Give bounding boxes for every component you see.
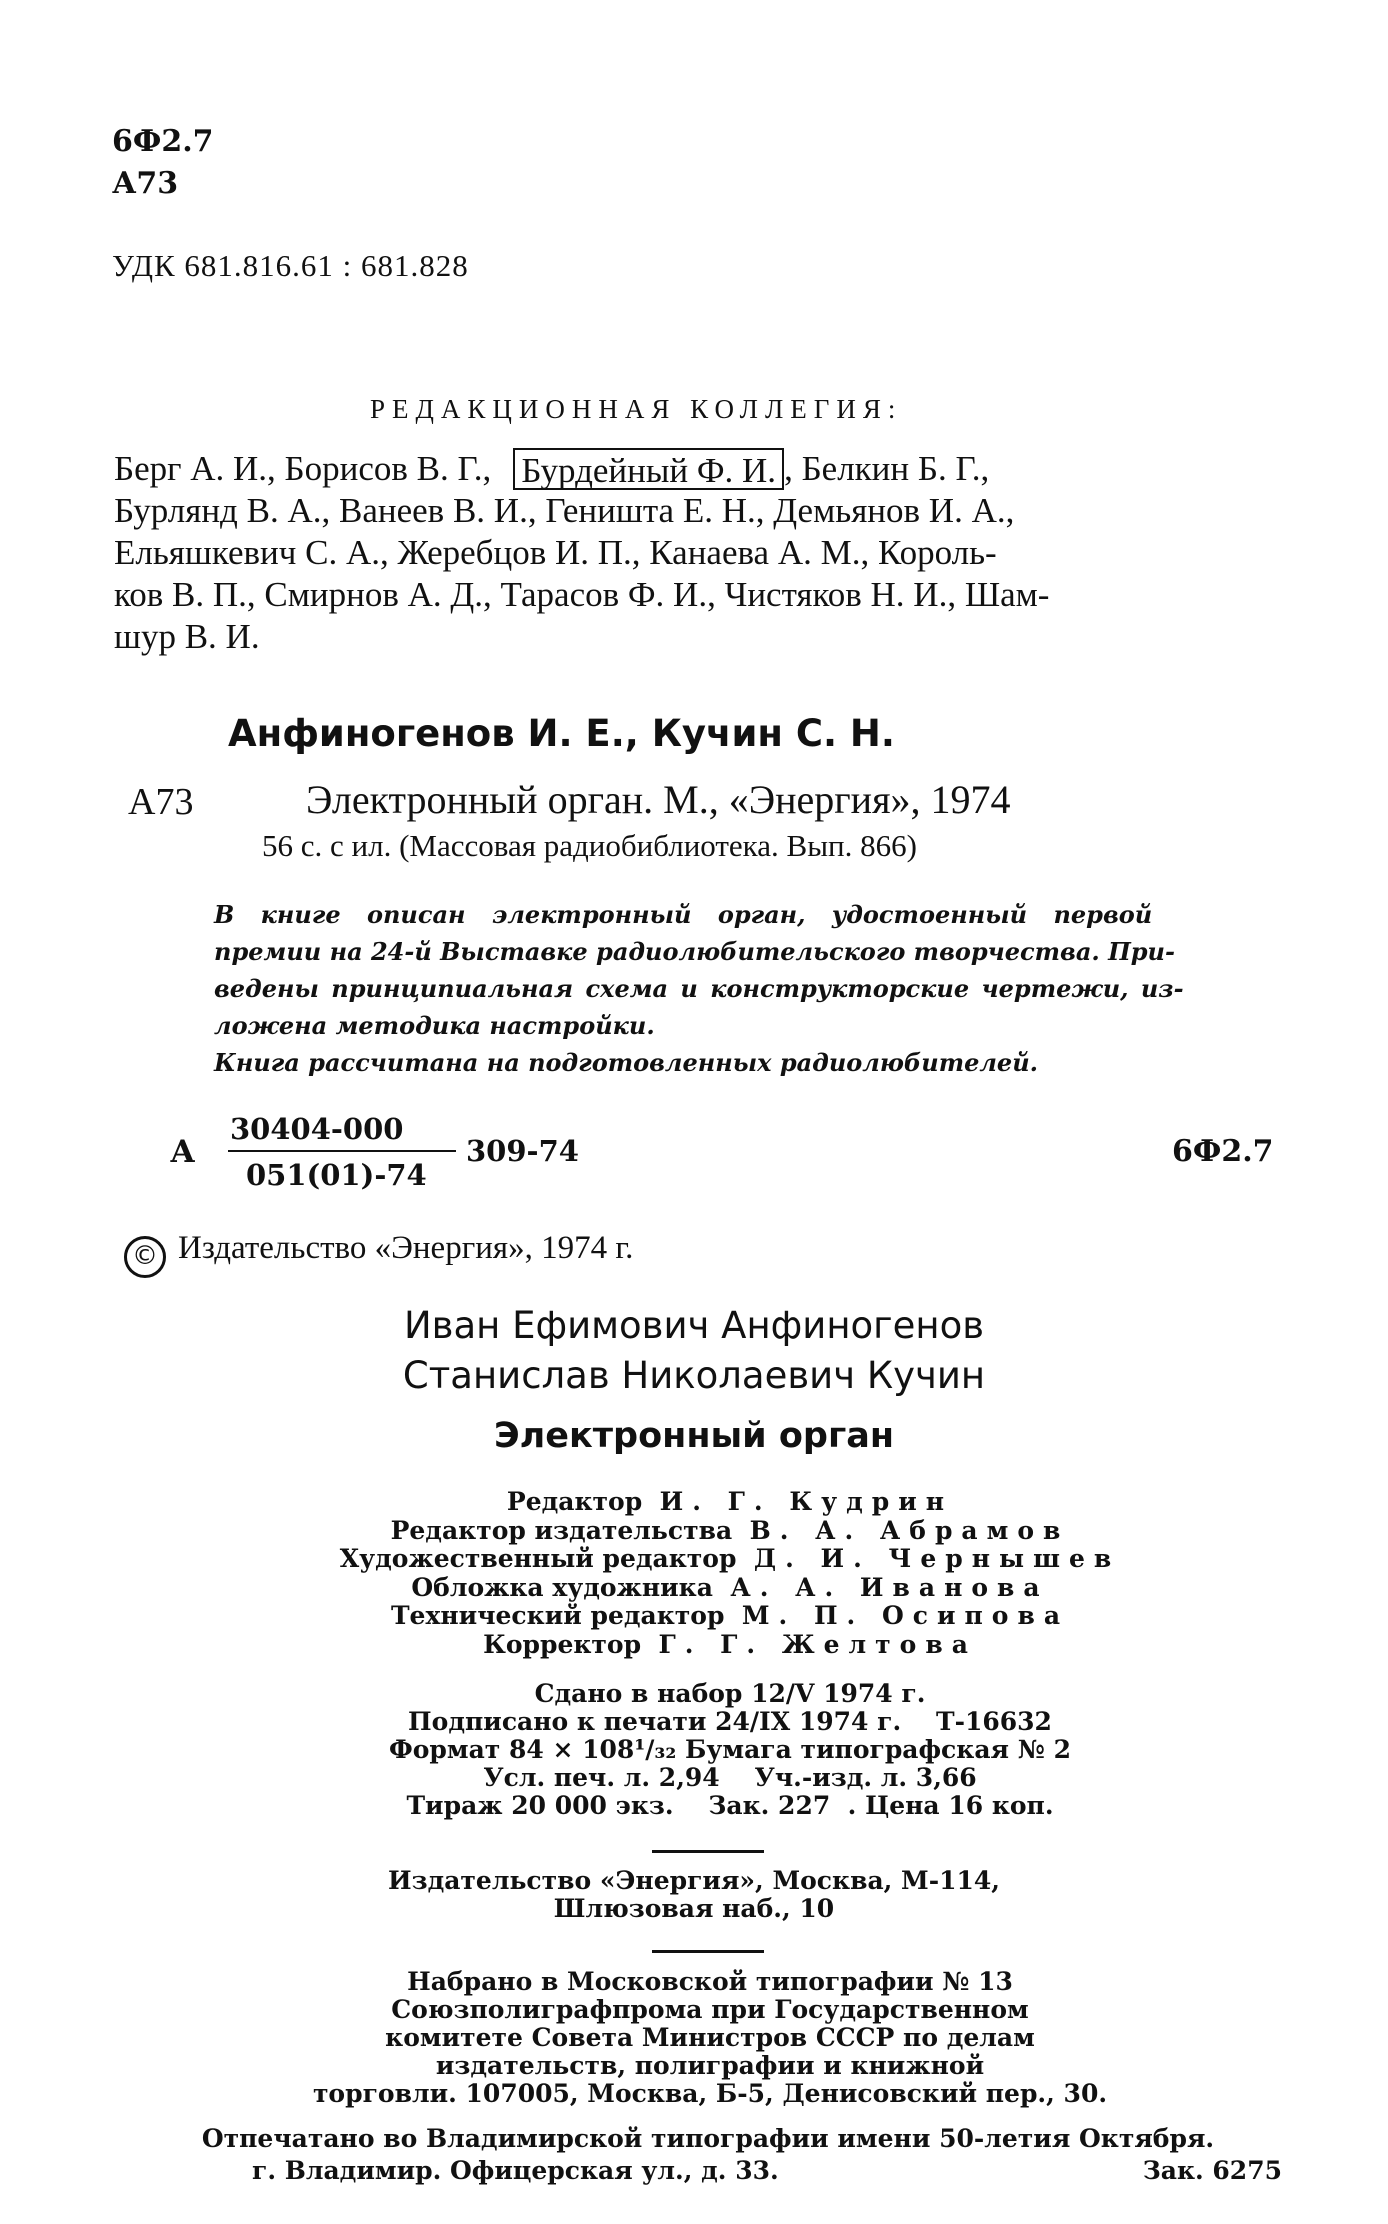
copyright-icon: © [124,1236,166,1278]
board-line: Бурлянд В. А., Ванеев В. И., Геништа Е. Н., Демьянов И. А., [114,491,1015,530]
board-line: Ельяшкевич С. А., Жеребцов И. П., Канаева А. М., Король- [114,533,997,572]
section-divider [652,1950,764,1953]
typography-line: торговли. 107005, Москва, Б-5, Денисовский пер., 30. [312,2079,1108,2108]
card-authors: Анфиногенов И. Е., Кучин С. Н. [228,712,895,755]
copyright-text: Издательство «Энергия», 1974 г. [178,1230,634,1266]
bbk-numerator: 30404-000 [230,1112,404,1146]
staff-role: Редактор издательства [390,1515,733,1545]
print-info [330,1680,1130,1820]
publisher-address: Шлюзовая наб., 10 [553,1894,835,1923]
udk-code: УДК 681.816.61 : 681.828 [112,248,469,283]
order-number: Зак. 227 [708,1791,831,1820]
staff-credits [300,1488,1160,1659]
editorial-board-list [114,448,1304,658]
typography-info [290,1968,1130,2108]
staff-person: В. А. Абрамов [749,1515,1070,1545]
signed-row [330,1708,1130,1736]
typography-line: Набрано в Московской типографии № 13 [407,1967,1013,1996]
printer-order-number: Зак. 6275 [1142,2156,1282,2185]
printed-at-address-row [112,2156,1282,2185]
full-author-name: Иван Ефимович Анфиногенов [403,1304,985,1347]
staff-row [300,1488,1160,1517]
card-pages-line: 56 с. с ил. (Массовая радиобиблиотека. Вып. 866) [262,828,917,863]
printed-sheets: Усл. печ. л. 2,94 [483,1763,720,1792]
staff-person: М. П. Осипова [741,1601,1070,1630]
staff-role: Технический редактор [390,1601,725,1630]
board-line [114,448,1304,490]
format-line: Формат 84 × 108¹/₃₂ Бумага типографская № 2 [389,1735,1071,1764]
staff-row [300,1545,1160,1574]
bbk-letter: А [170,1134,196,1170]
bbk-denominator: 051(01)-74 [246,1158,427,1192]
annotation [214,896,1256,1081]
annotation-line: В книге описан электронный орган, удостоенный первой [214,900,1153,929]
printed-at: Отпечатано во Владимирской типографии имени 50-летия Октября. [201,2124,1215,2153]
signed-date: Подписано к печати 24/IX 1974 г. [408,1707,902,1736]
license-code: Т-16632 [935,1707,1052,1736]
staff-role: Обложка художника [411,1572,713,1602]
full-author-name: Станислав Николаевич Кучин [402,1354,986,1397]
typography-line: комитете Совета Министров СССР по делам [385,2023,1035,2052]
deceased-member-box: Бурдейный Ф. И. [513,448,784,490]
section-divider [652,1850,764,1853]
book-title: Электронный орган [493,1416,895,1456]
board-names-after: , Белкин Б. Г., [784,449,990,488]
bbk-number: 309-74 [466,1134,579,1168]
copyright-line [124,1230,633,1278]
staff-role: Редактор [506,1487,643,1516]
sheets-row [330,1764,1130,1792]
card-title-line: Электронный орган. М., «Энергия», 1974 [306,777,1011,822]
fraction-rule [228,1150,456,1152]
annotation-line: ведены принципиальная схема и конструкторские чертежи, из- [214,974,1184,1003]
staff-person: А. А. Иванова [730,1572,1049,1602]
publisher-sheets: Уч.-изд. л. 3,66 [754,1763,977,1792]
board-line: ков В. П., Смирнов А. Д., Тарасов Ф. И., Чистяков Н. И., Шам- [114,575,1050,614]
staff-row [300,1574,1160,1603]
print-run: Тираж 20 000 экз. [406,1791,674,1820]
publisher-address: Издательство «Энергия», Москва, М-114, [388,1866,1000,1895]
typography-line: Союзполиграфпрома при Государственном [391,1995,1029,2024]
staff-row [300,1602,1160,1631]
printer-address: г. Владимир. Офицерская ул., д. 33. [252,2156,779,2185]
author-mark: А73 [112,166,179,201]
staff-person: Д. И. Чернышев [753,1544,1121,1573]
staff-role: Художественный редактор [339,1544,737,1573]
annotation-line: премии на 24-й Выставке радиолюбительского творчества. При- [214,937,1175,966]
price: . Цена 16 коп. [847,1791,1054,1820]
board-names-before: Берг А. И., Борисов В. Г., [114,449,492,488]
run-row [330,1792,1130,1820]
staff-person: И. Г. Кудрин [659,1487,954,1516]
submitted-date: Сдано в набор 12/V 1974 г. [534,1679,926,1708]
editorial-board-heading: РЕДАКЦИОННАЯ КОЛЛЕГИЯ: [370,394,903,424]
staff-role: Корректор [483,1629,642,1659]
annotation-line: Книга рассчитана на подготовленных радиолюбителей. [214,1048,1038,1077]
bbk-classification-code: 6Ф2.7 [112,124,214,159]
card-shelf-code: А73 [128,781,194,823]
staff-person: Г. Г. Желтова [658,1629,977,1659]
staff-row [300,1631,1160,1660]
bbk-right-code: 6Ф2.7 [1172,1134,1274,1169]
board-line: шур В. И. [114,617,260,656]
typography-line: издательств, полиграфии и книжной [435,2051,985,2080]
staff-row [300,1517,1160,1546]
annotation-line: ложена методика настройки. [214,1011,655,1040]
